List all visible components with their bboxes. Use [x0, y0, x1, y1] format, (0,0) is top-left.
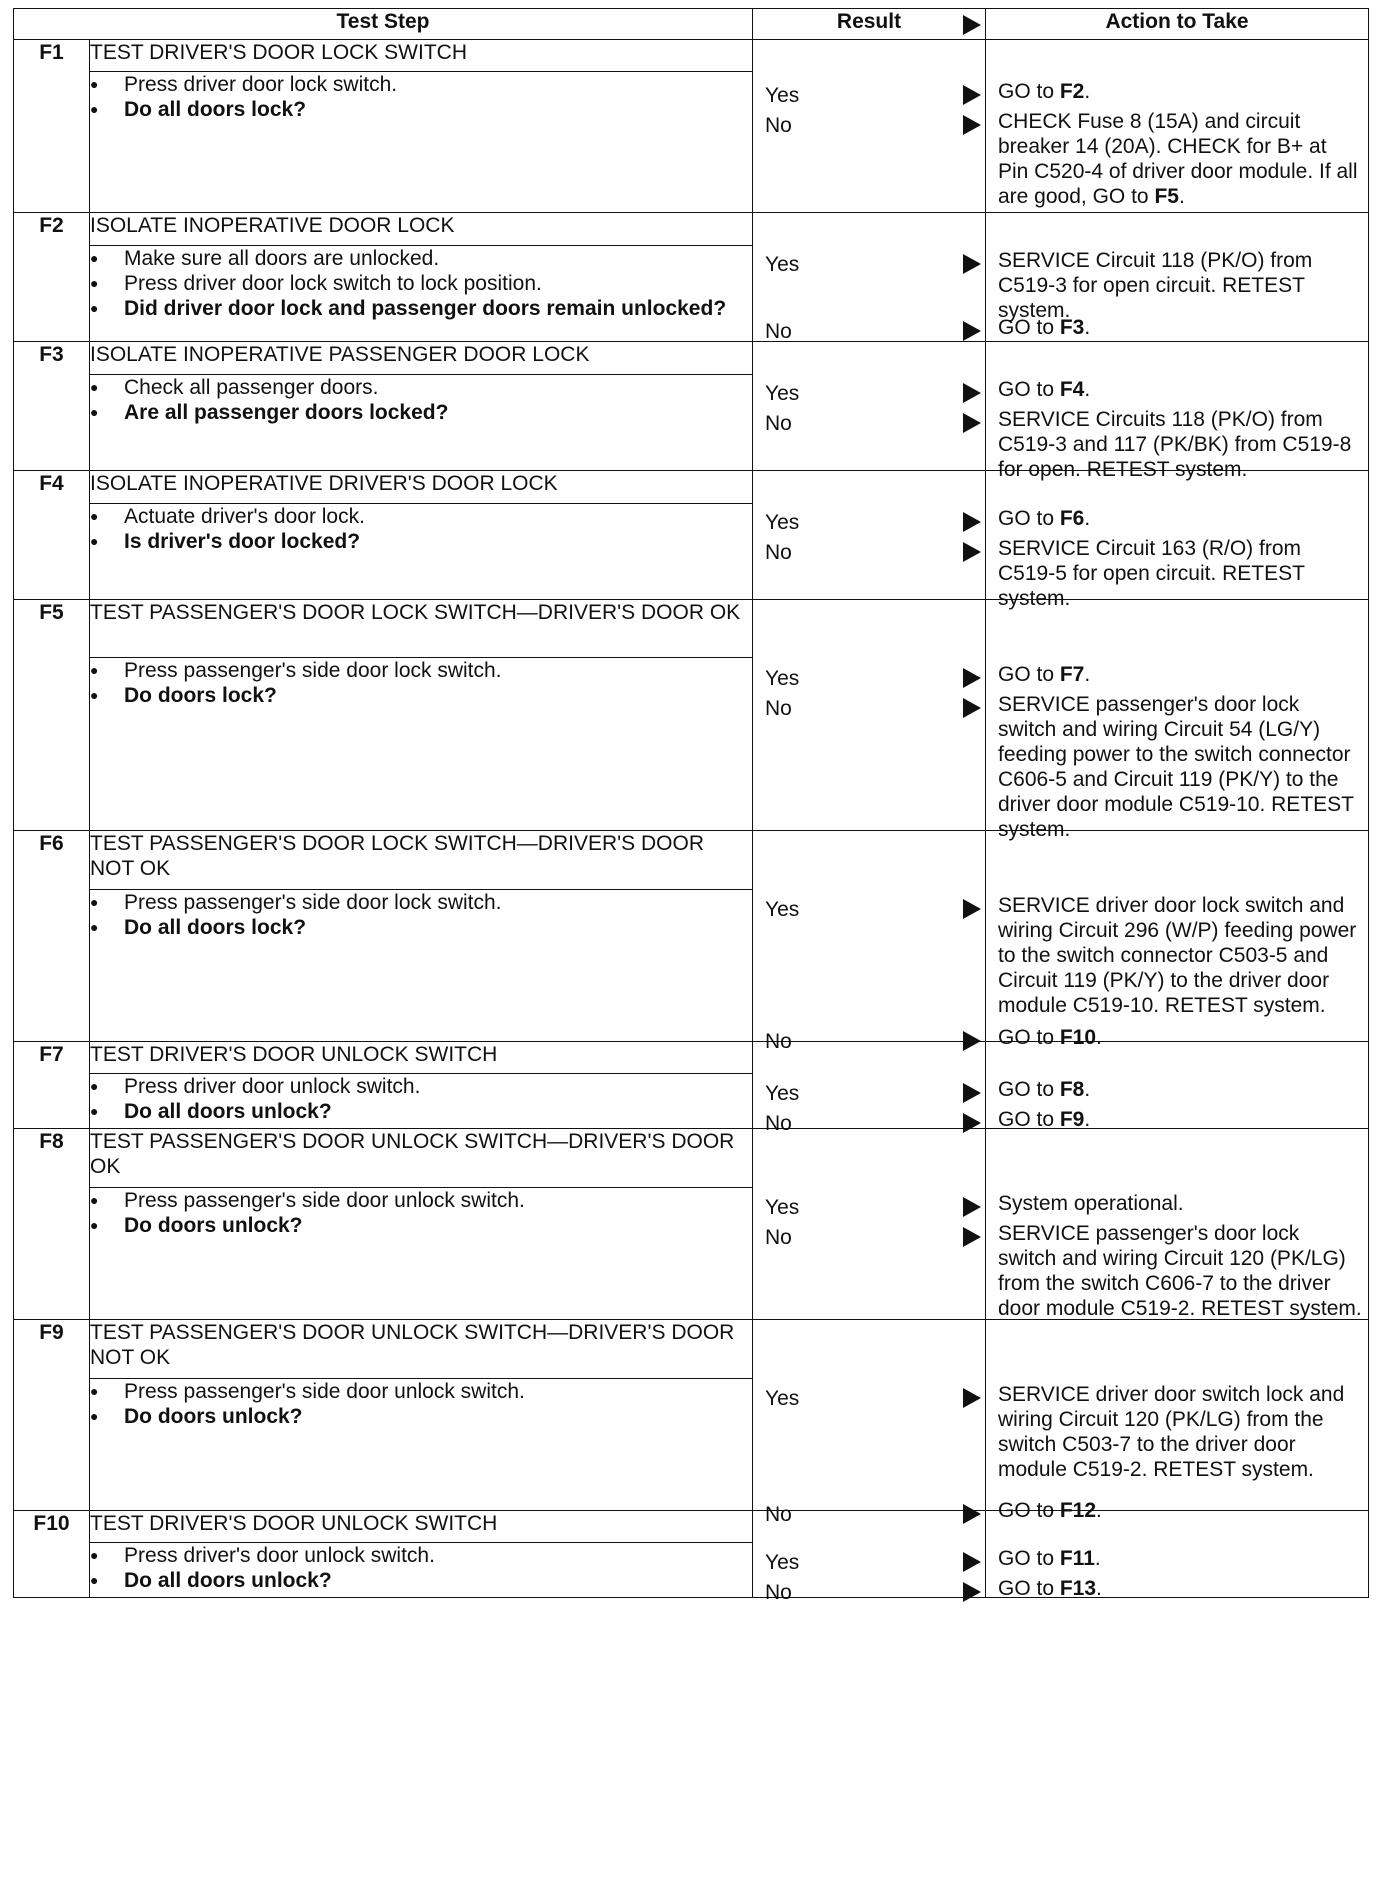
action-wrap [986, 1320, 1368, 1522]
action-punct: . [1084, 1108, 1091, 1131]
arrow-right-icon [963, 698, 981, 718]
action-wrap [986, 831, 1368, 1049]
action-instruction: System operational. [998, 1192, 1184, 1215]
result-wrap [753, 1320, 985, 1526]
result-label: Yes [765, 1196, 800, 1219]
step-reference: F11 [1059, 1547, 1095, 1570]
step-instructions [90, 1188, 753, 1320]
step-title: TEST DRIVER'S DOOR LOCK SWITCH [90, 40, 753, 72]
result-wrap [753, 471, 985, 599]
action-text [986, 662, 1368, 687]
action-instruction: SERVICE driver door lock switch and wiring Circuit 296 (W/P) feeding power to the switch connector C503-5 and Circuit 119 (PK/Y) to the driver door module C519-10. RETEST system. [998, 894, 1357, 1017]
question-item: ● Do all doors unlock? [90, 1568, 752, 1593]
arrow-right-icon [963, 1083, 981, 1103]
instruction-item: ● Press passenger's side door lock switch. [90, 658, 752, 683]
action-instruction: GO to [998, 1547, 1060, 1570]
instruction-item: ● Press passenger's side door unlock switch. [90, 1379, 752, 1404]
action-punct: . [1094, 1547, 1101, 1570]
step-row-f5 [14, 600, 1369, 658]
instruction-item: ● Press driver door lock switch to lock position. [90, 271, 752, 296]
header-result [753, 9, 986, 40]
action-cell [986, 1511, 1369, 1598]
result-label: Yes [765, 1387, 800, 1410]
action-text [986, 893, 1368, 1018]
action-instruction: SERVICE Circuits 118 (PK/O) from C519-3 and 117 (PK/BK) from C519-8 for open. RETEST system. [998, 408, 1352, 481]
result-no [753, 696, 985, 721]
instruction-item: ● Press driver's door unlock switch. [90, 1543, 752, 1568]
result-cell [753, 342, 986, 471]
action-instruction: SERVICE Circuit 118 (PK/O) from C519-3 for open circuit. RETEST system. [998, 249, 1313, 322]
step-title: TEST PASSENGER'S DOOR UNLOCK SWITCH—DRIVER'S DOOR NOT OK [90, 1320, 753, 1379]
action-cell [986, 40, 1369, 213]
step-reference: F10 [1059, 1026, 1097, 1049]
arrow-right-icon [963, 542, 981, 562]
result-label: No [765, 320, 792, 343]
arrow-right-icon [963, 668, 981, 688]
instruction-list [90, 375, 752, 425]
step-row-f1 [14, 40, 1369, 72]
action-wrap [986, 1042, 1368, 1131]
action-text [986, 1576, 1368, 1601]
action-instruction: GO to [998, 80, 1060, 103]
result-wrap [753, 600, 985, 830]
question-item: ● Do doors lock? [90, 683, 752, 708]
result-yes [753, 1550, 985, 1575]
arrow-right-icon [963, 15, 981, 35]
action-punct: . [1084, 507, 1091, 530]
step-reference: F3 [1059, 316, 1085, 339]
arrow-right-icon [963, 413, 981, 433]
instruction-item: ● Make sure all doors are unlocked. [90, 246, 752, 271]
result-yes [753, 381, 985, 406]
step-row-f7 [14, 1042, 1369, 1074]
result-no [753, 540, 985, 565]
step-row-f6 [14, 831, 1369, 890]
header-result-label: Result [836, 10, 902, 33]
step-reference: F9 [1059, 1108, 1085, 1131]
action-text [986, 1077, 1368, 1102]
result-no [753, 1225, 985, 1250]
step-instructions [90, 889, 753, 1041]
result-wrap [753, 831, 985, 1053]
arrow-right-icon [963, 1388, 981, 1408]
result-wrap [753, 1042, 985, 1135]
action-instruction: SERVICE passenger's door lock switch and wiring Circuit 120 (PK/LG) from the switch C606-7 to the driver door module C519-2. RETEST system. [998, 1222, 1362, 1320]
step-instructions [90, 1543, 753, 1598]
result-label: Yes [765, 382, 800, 405]
result-cell [753, 213, 986, 342]
step-id: F8 [14, 1129, 90, 1320]
action-instruction: SERVICE Circuit 163 (R/O) from C519-5 for open circuit. RETEST system. [998, 537, 1305, 610]
result-label: No [765, 1581, 792, 1604]
action-instruction: GO to [998, 1577, 1060, 1600]
header-test-step: Test Step [14, 9, 753, 40]
result-label: Yes [765, 1551, 800, 1574]
action-cell [986, 1320, 1369, 1522]
instruction-list [90, 246, 752, 321]
table-header-row [14, 9, 1369, 40]
result-label: Yes [765, 511, 800, 534]
action-instruction: GO to [998, 1108, 1060, 1131]
result-label: No [765, 1112, 792, 1135]
action-punct: . [1178, 185, 1185, 208]
question-item: ● Do doors unlock? [90, 1404, 752, 1429]
result-label: Yes [765, 253, 800, 276]
question-item: ● Is driver's door locked? [90, 529, 752, 554]
arrow-right-icon [963, 85, 981, 105]
step-id: F1 [14, 40, 90, 213]
action-wrap [986, 40, 1368, 212]
action-wrap [986, 471, 1368, 610]
action-punct: . [1096, 1499, 1102, 1522]
step-title: TEST PASSENGER'S DOOR UNLOCK SWITCH—DRIVER'S DOOR OK [90, 1129, 753, 1188]
instruction-list [90, 890, 752, 940]
arrow-right-icon [963, 115, 981, 135]
question-item: ● Do all doors unlock? [90, 1099, 752, 1124]
instruction-list [90, 504, 752, 554]
action-text [986, 1221, 1368, 1321]
action-cell [986, 342, 1369, 481]
result-no [753, 411, 985, 436]
step-reference: F6 [1059, 507, 1085, 530]
result-label: No [765, 1030, 792, 1053]
result-yes [753, 666, 985, 691]
action-instruction: GO to [998, 1026, 1060, 1049]
test-steps-body [14, 40, 1369, 1604]
action-punct: . [1084, 1078, 1091, 1101]
diagnostic-page [13, 8, 1368, 1604]
instruction-list [90, 658, 752, 708]
action-text [986, 1191, 1368, 1216]
arrow-right-icon [963, 1582, 981, 1602]
instruction-item: ● Check all passenger doors. [90, 375, 752, 400]
step-instructions [90, 375, 753, 471]
action-wrap [986, 600, 1368, 841]
result-wrap [753, 213, 985, 341]
action-punct: . [1084, 80, 1091, 103]
result-wrap [753, 1511, 985, 1604]
result-cell [753, 1129, 986, 1320]
result-yes [753, 1386, 985, 1411]
step-id: F5 [14, 600, 90, 831]
result-yes [753, 897, 985, 922]
result-label: Yes [765, 898, 800, 921]
question-item: ● Are all passenger doors locked? [90, 400, 752, 425]
action-instruction: CHECK Fuse 8 (15A) and circuit breaker 14 (20A). CHECK for B+ at Pin C520-4 of driver door module. If all are good, GO to [998, 110, 1358, 208]
test-step-table [13, 8, 1369, 1604]
action-wrap [986, 1129, 1368, 1319]
action-instruction: SERVICE driver door switch lock and wiring Circuit 120 (PK/LG) from the switch C503-7 to the driver door module C519-2. RETEST system. [998, 1383, 1345, 1481]
result-yes [753, 252, 985, 277]
step-title: TEST PASSENGER'S DOOR LOCK SWITCH—DRIVER'S DOOR NOT OK [90, 831, 753, 890]
step-reference: F12 [1059, 1499, 1097, 1522]
action-cell [986, 213, 1369, 342]
result-label: Yes [765, 1082, 800, 1105]
result-cell [753, 1042, 986, 1135]
action-punct: . [1084, 316, 1091, 339]
question-item: ● Do all doors lock? [90, 915, 752, 940]
arrow-right-icon [963, 321, 981, 341]
arrow-right-icon [963, 1552, 981, 1572]
step-instructions [90, 504, 753, 600]
action-cell [986, 471, 1369, 610]
arrow-right-icon [963, 1197, 981, 1217]
step-instructions [90, 246, 753, 342]
result-label: Yes [765, 84, 800, 107]
step-reference: F7 [1059, 663, 1085, 686]
action-punct: . [1084, 663, 1091, 686]
step-reference: F2 [1059, 80, 1085, 103]
action-text [986, 248, 1368, 323]
action-cell [986, 600, 1369, 841]
instruction-list [90, 1188, 752, 1238]
question-item: ● Do doors unlock? [90, 1213, 752, 1238]
result-cell [753, 1320, 986, 1526]
question-item: ● Did driver door lock and passenger doors remain unlocked? [90, 296, 752, 321]
step-id: F3 [14, 342, 90, 471]
action-punct: . [1084, 378, 1091, 401]
arrow-right-icon [963, 383, 981, 403]
step-title: ISOLATE INOPERATIVE DOOR LOCK [90, 213, 753, 246]
step-title: TEST DRIVER'S DOOR UNLOCK SWITCH [90, 1511, 753, 1543]
result-label: No [765, 541, 792, 564]
step-row-f2 [14, 213, 1369, 246]
step-reference: F5 [1154, 185, 1179, 208]
instruction-list [90, 1543, 752, 1593]
action-instruction: GO to [998, 316, 1060, 339]
result-no [753, 319, 985, 344]
step-instructions [90, 72, 753, 213]
result-yes [753, 1195, 985, 1220]
action-text [986, 315, 1368, 340]
result-wrap [753, 1129, 985, 1319]
action-wrap [986, 342, 1368, 481]
step-instructions [90, 1074, 753, 1129]
result-label: No [765, 114, 792, 137]
action-text [986, 79, 1368, 104]
action-instruction: GO to [998, 663, 1060, 686]
instruction-item: ● Press passenger's side door lock switch. [90, 890, 752, 915]
action-cell [986, 831, 1369, 1049]
result-label: No [765, 697, 792, 720]
step-title: ISOLATE INOPERATIVE DRIVER'S DOOR LOCK [90, 471, 753, 504]
instruction-list [90, 1379, 752, 1429]
action-text [986, 692, 1368, 842]
arrow-right-icon [963, 1227, 981, 1247]
step-reference: F4 [1059, 378, 1085, 401]
step-row-f8 [14, 1129, 1369, 1188]
action-wrap [986, 213, 1368, 341]
action-cell [986, 1129, 1369, 1320]
action-punct: . [1096, 1577, 1102, 1600]
result-cell [753, 1511, 986, 1604]
step-id: F4 [14, 471, 90, 600]
action-text [986, 506, 1368, 531]
instruction-list [90, 72, 752, 122]
instruction-item: ● Press driver door unlock switch. [90, 1074, 752, 1099]
result-no [753, 113, 985, 138]
action-text [986, 1546, 1368, 1571]
step-id: F6 [14, 831, 90, 1042]
result-wrap [753, 342, 985, 470]
result-label: No [765, 1503, 792, 1526]
step-id: F9 [14, 1320, 90, 1511]
result-cell [753, 471, 986, 600]
instruction-item: ● Press driver door lock switch. [90, 72, 752, 97]
arrow-right-icon [963, 254, 981, 274]
instruction-list [90, 1074, 752, 1124]
step-id: F2 [14, 213, 90, 342]
result-no [753, 1580, 985, 1605]
arrow-right-icon [963, 512, 981, 532]
action-instruction: GO to [998, 1499, 1060, 1522]
action-instruction: GO to [998, 1078, 1060, 1101]
result-cell [753, 40, 986, 213]
result-label: Yes [765, 667, 800, 690]
step-reference: F13 [1059, 1577, 1097, 1600]
result-cell [753, 600, 986, 831]
result-label: No [765, 412, 792, 435]
result-cell [753, 831, 986, 1053]
step-instructions [90, 658, 753, 831]
step-instructions [90, 1379, 753, 1511]
step-reference: F8 [1059, 1078, 1085, 1101]
result-yes [753, 83, 985, 108]
step-title: TEST PASSENGER'S DOOR LOCK SWITCH—DRIVER'S DOOR OK [90, 600, 753, 658]
instruction-item: ● Actuate driver's door lock. [90, 504, 752, 529]
action-text [986, 1382, 1368, 1482]
result-wrap [753, 40, 985, 212]
action-punct: . [1096, 1026, 1102, 1049]
action-instruction: SERVICE passenger's door lock switch and wiring Circuit 54 (LG/Y) feeding power to the switch connector C606-5 and Circuit 119 (PK/Y) to the driver door module C519-10. RETEST system. [998, 693, 1354, 841]
header-action: Action to Take [986, 9, 1369, 40]
instruction-item: ● Press passenger's side door unlock switch. [90, 1188, 752, 1213]
step-id: F10 [14, 1511, 90, 1598]
question-item: ● Do all doors lock? [90, 97, 752, 122]
action-text [986, 377, 1368, 402]
step-id: F7 [14, 1042, 90, 1129]
action-instruction: GO to [998, 378, 1060, 401]
step-title: TEST DRIVER'S DOOR UNLOCK SWITCH [90, 1042, 753, 1074]
action-instruction: GO to [998, 507, 1060, 530]
action-cell [986, 1042, 1369, 1129]
step-row-f9 [14, 1320, 1369, 1379]
arrow-right-icon [963, 899, 981, 919]
result-yes [753, 1081, 985, 1106]
result-yes [753, 510, 985, 535]
action-text [986, 109, 1368, 209]
step-row-f10 [14, 1511, 1369, 1543]
step-row-f4 [14, 471, 1369, 504]
result-label: No [765, 1226, 792, 1249]
step-title: ISOLATE INOPERATIVE PASSENGER DOOR LOCK [90, 342, 753, 375]
step-row-f3 [14, 342, 1369, 375]
action-wrap [986, 1511, 1368, 1600]
